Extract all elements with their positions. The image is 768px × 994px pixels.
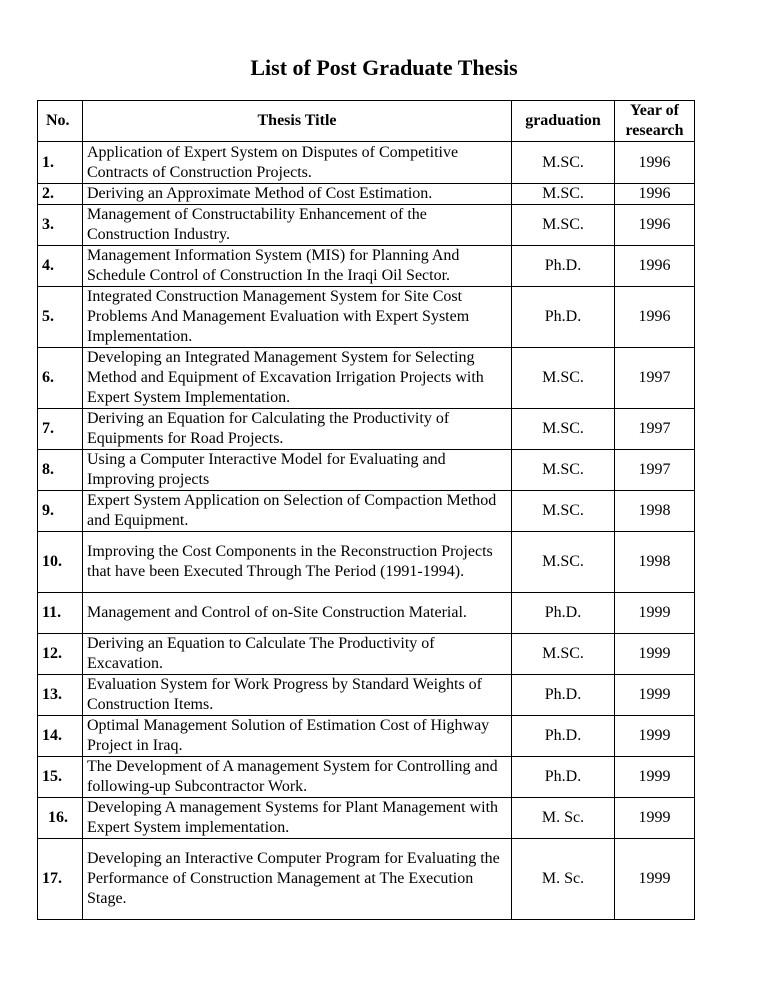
row-number: 13. xyxy=(38,675,83,716)
year-cell: 1999 xyxy=(615,798,695,839)
thesis-title-cell: Using a Computer Interactive Model for Evaluating and Improving projects xyxy=(83,450,512,491)
table-row xyxy=(38,287,695,348)
graduation-cell: Ph.D. xyxy=(512,675,615,716)
row-number: 6. xyxy=(38,348,83,409)
row-number: 1. xyxy=(38,142,83,184)
row-number: 15. xyxy=(38,757,83,798)
thesis-title-cell: Deriving an Equation for Calculating the Productivity of Equipments for Road Projects. xyxy=(83,409,512,450)
thesis-title-cell: Developing an Integrated Management System for Selecting Method and Equipment of Excavation Irrigation Projects with Expert System Implementation. xyxy=(83,348,512,409)
table-row xyxy=(38,491,695,532)
row-number: 16. xyxy=(38,798,83,839)
thesis-title-cell: Deriving an Approximate Method of Cost Estimation. xyxy=(83,184,512,205)
table-row xyxy=(38,675,695,716)
thesis-title-cell: Optimal Management Solution of Estimation Cost of Highway Project in Iraq. xyxy=(83,716,512,757)
graduation-cell: Ph.D. xyxy=(512,716,615,757)
year-cell: 1997 xyxy=(615,409,695,450)
thesis-title-cell: Expert System Application on Selection of Compaction Method and Equipment. xyxy=(83,491,512,532)
table-row xyxy=(38,532,695,593)
graduation-cell: Ph.D. xyxy=(512,246,615,287)
year-cell: 1997 xyxy=(615,348,695,409)
table-row xyxy=(38,409,695,450)
year-cell: 1998 xyxy=(615,532,695,593)
table-header-row xyxy=(38,101,695,142)
year-cell: 1996 xyxy=(615,142,695,184)
year-cell: 1996 xyxy=(615,287,695,348)
thesis-title-cell: Evaluation System for Work Progress by Standard Weights of Construction Items. xyxy=(83,675,512,716)
year-cell: 1999 xyxy=(615,757,695,798)
thesis-title-cell: Management of Constructability Enhancement of the Construction Industry. xyxy=(83,205,512,246)
graduation-cell: M.SC. xyxy=(512,634,615,675)
year-cell: 1997 xyxy=(615,450,695,491)
graduation-cell: M.SC. xyxy=(512,205,615,246)
graduation-cell: M.SC. xyxy=(512,348,615,409)
graduation-cell: Ph.D. xyxy=(512,287,615,348)
graduation-cell: M.SC. xyxy=(512,409,615,450)
graduation-cell: M.SC. xyxy=(512,532,615,593)
thesis-table xyxy=(37,100,695,920)
graduation-cell: M. Sc. xyxy=(512,798,615,839)
graduation-cell: M.SC. xyxy=(512,184,615,205)
row-number: 17. xyxy=(38,839,83,920)
row-number: 8. xyxy=(38,450,83,491)
graduation-cell: M.SC. xyxy=(512,491,615,532)
header-thesis-title: Thesis Title xyxy=(83,101,512,142)
table-row xyxy=(38,450,695,491)
row-number: 9. xyxy=(38,491,83,532)
year-cell: 1996 xyxy=(615,205,695,246)
thesis-table-body xyxy=(38,142,695,920)
header-year-of-research: Year of research xyxy=(615,101,695,142)
thesis-title-cell: Management Information System (MIS) for Planning And Schedule Control of Construction In the Iraqi Oil Sector. xyxy=(83,246,512,287)
thesis-title-cell: Developing A management Systems for Plant Management with Expert System implementation. xyxy=(83,798,512,839)
row-number: 12. xyxy=(38,634,83,675)
year-cell: 1999 xyxy=(615,839,695,920)
row-number: 4. xyxy=(38,246,83,287)
header-graduation: graduation xyxy=(512,101,615,142)
year-cell: 1996 xyxy=(615,246,695,287)
row-number: 3. xyxy=(38,205,83,246)
thesis-title-cell: Management and Control of on-Site Construction Material. xyxy=(83,593,512,634)
year-cell: 1996 xyxy=(615,184,695,205)
row-number: 14. xyxy=(38,716,83,757)
page-title: List of Post Graduate Thesis xyxy=(250,55,518,80)
table-row xyxy=(38,798,695,839)
table-row xyxy=(38,246,695,287)
table-row xyxy=(38,184,695,205)
year-cell: 1999 xyxy=(615,634,695,675)
row-number: 2. xyxy=(38,184,83,205)
graduation-cell: Ph.D. xyxy=(512,757,615,798)
row-number: 10. xyxy=(38,532,83,593)
table-row xyxy=(38,142,695,184)
row-number: 11. xyxy=(38,593,83,634)
table-row xyxy=(38,757,695,798)
table-row xyxy=(38,593,695,634)
header-no: No. xyxy=(38,101,83,142)
row-number: 5. xyxy=(38,287,83,348)
thesis-title-cell: Application of Expert System on Disputes of Competitive Contracts of Construction Projects. xyxy=(83,142,512,184)
year-cell: 1999 xyxy=(615,716,695,757)
graduation-cell: M.SC. xyxy=(512,450,615,491)
row-number: 7. xyxy=(38,409,83,450)
table-row xyxy=(38,205,695,246)
table-row xyxy=(38,348,695,409)
thesis-title-cell: The Development of A management System for Controlling and following-up Subcontractor Work. xyxy=(83,757,512,798)
graduation-cell: Ph.D. xyxy=(512,593,615,634)
year-cell: 1999 xyxy=(615,593,695,634)
graduation-cell: M. Sc. xyxy=(512,839,615,920)
graduation-cell: M.SC. xyxy=(512,142,615,184)
year-cell: 1998 xyxy=(615,491,695,532)
table-row xyxy=(38,839,695,920)
thesis-title-cell: Deriving an Equation to Calculate The Productivity of Excavation. xyxy=(83,634,512,675)
table-row xyxy=(38,716,695,757)
thesis-title-cell: Developing an Interactive Computer Program for Evaluating the Performance of Construction Management at The Execution Stage. xyxy=(83,839,512,920)
year-cell: 1999 xyxy=(615,675,695,716)
thesis-title-cell: Improving the Cost Components in the Reconstruction Projects that have been Executed Through The Period (1991-1994). xyxy=(83,532,512,593)
thesis-title-cell: Integrated Construction Management System for Site Cost Problems And Management Evaluation with Expert System Implementation. xyxy=(83,287,512,348)
table-row xyxy=(38,634,695,675)
